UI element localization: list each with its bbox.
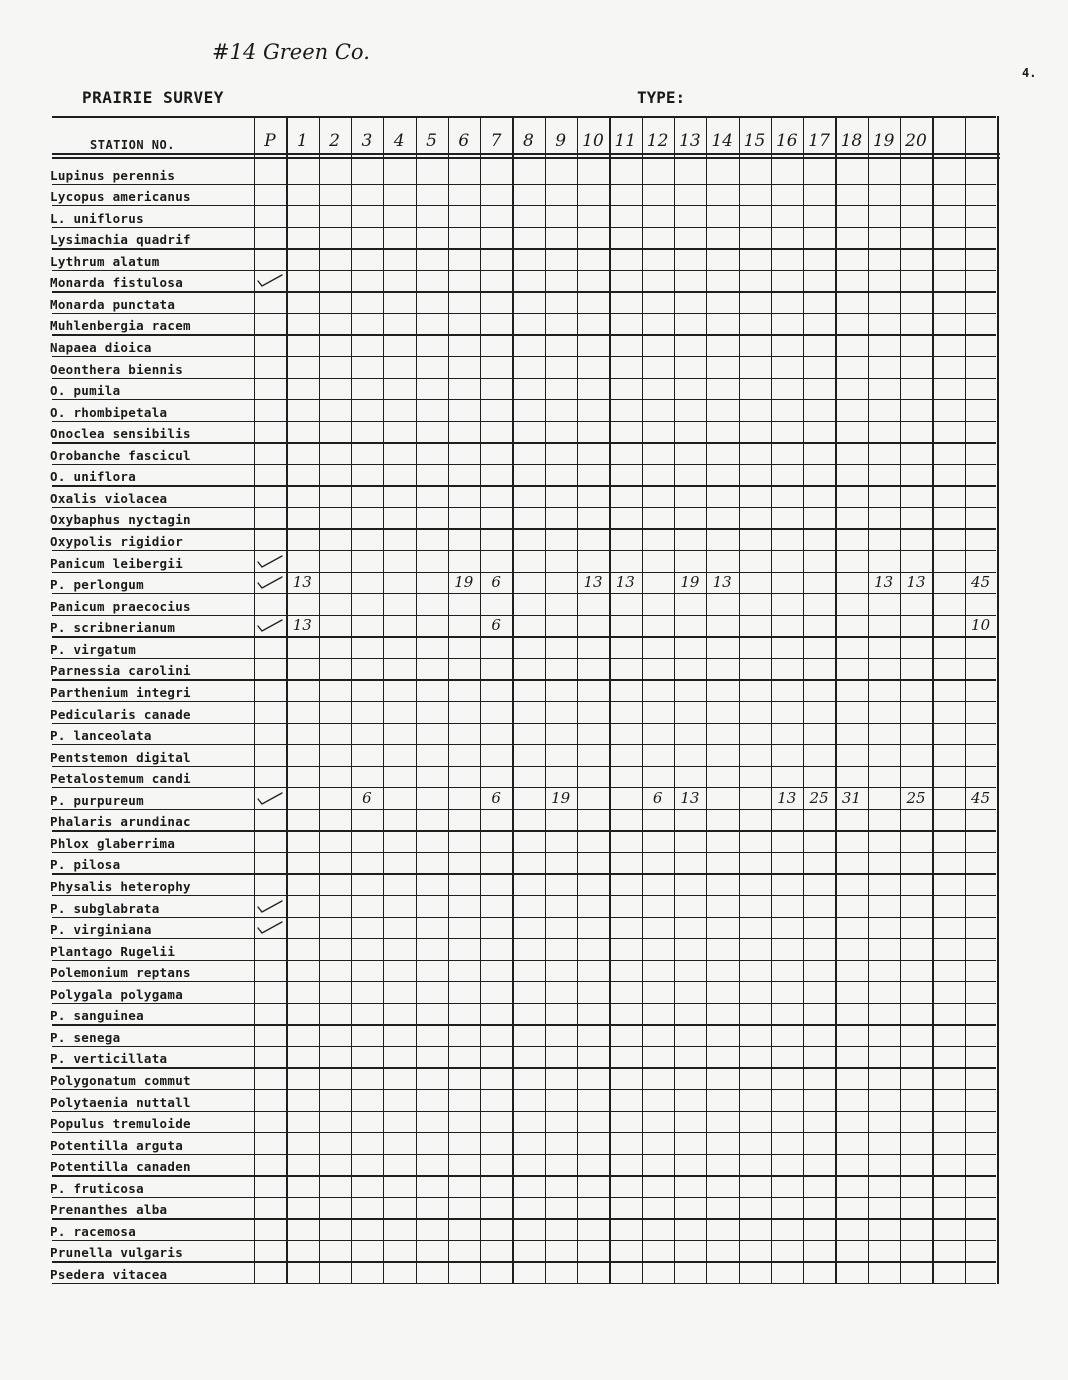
cell-entry: 19: [454, 573, 474, 592]
row-rule: [52, 701, 996, 702]
column-rule: [739, 116, 740, 1284]
column-rule: [803, 116, 804, 1284]
row-rule: [52, 744, 996, 745]
row-rule: [52, 1089, 996, 1090]
species-name: P. scribnerianum: [50, 620, 176, 636]
row-rule: [52, 938, 996, 939]
row-rule: [52, 334, 996, 335]
column-heading: 16: [775, 131, 798, 151]
column-rule: [512, 116, 513, 1284]
row-rule: [52, 1218, 996, 1219]
species-name: L. uniflorus: [50, 210, 144, 226]
column-heading: 13: [679, 131, 701, 151]
column-heading: 2: [329, 131, 340, 151]
column-heading: 7: [490, 131, 502, 151]
column-heading: 4: [393, 131, 405, 151]
column-rule: [609, 116, 610, 1284]
cell-entry: 31: [841, 788, 861, 807]
check-mark-icon: [254, 897, 286, 915]
species-name: O. uniflora: [50, 469, 137, 485]
species-name: P. fruticosa: [50, 1180, 144, 1196]
row-rule: [52, 1003, 996, 1004]
column-rule: [868, 116, 869, 1284]
row-rule: [52, 852, 996, 853]
handwritten-note: #14 Green Co.: [212, 40, 370, 64]
species-name: Monarda fistulosa: [50, 275, 184, 291]
cell-entry: 25: [906, 788, 926, 807]
row-rule: [52, 636, 996, 637]
row-rule: [52, 1024, 996, 1025]
species-name: Populus tremuloide: [50, 1116, 191, 1132]
column-rule: [577, 116, 578, 1284]
row-rule: [52, 1175, 996, 1176]
column-rule: [674, 116, 675, 1284]
cell-entry: 25: [809, 788, 829, 807]
species-name: P. racemosa: [50, 1223, 137, 1239]
station-number-label: STATION NO.: [90, 138, 175, 152]
row-rule: [52, 658, 996, 659]
species-name: Petalostemum candi: [50, 771, 191, 787]
species-name: P. purpureum: [50, 792, 144, 808]
check-mark-icon: [254, 271, 286, 289]
column-rule: [383, 116, 384, 1284]
cell-entry: 45: [971, 573, 991, 592]
row-rule: [52, 873, 996, 874]
species-name: P. pilosa: [50, 857, 121, 873]
check-mark-icon: [254, 552, 286, 570]
cell-entry: 6: [491, 573, 501, 592]
species-name: Panicum praecocius: [50, 598, 191, 614]
row-rule: [52, 1046, 996, 1047]
species-name: Muhlenbergia racem: [50, 318, 191, 334]
column-heading: 10: [582, 131, 604, 151]
type-label: TYPE:: [637, 88, 686, 107]
column-heading: 17: [808, 131, 830, 151]
column-heading: 20: [905, 131, 927, 151]
row-rule: [52, 766, 996, 767]
row-rule: [52, 270, 996, 271]
species-name: Phlox glaberrima: [50, 835, 176, 851]
column-rule: [932, 116, 933, 1284]
cell-entry: 13: [292, 616, 312, 635]
row-rule: [52, 1261, 996, 1262]
column-rule: [545, 116, 546, 1284]
species-name: Lupinus perennis: [50, 167, 176, 183]
header-bottom-rule-2: [52, 157, 1000, 159]
species-name: O. pumila: [50, 383, 121, 399]
species-name: P. senega: [50, 1029, 121, 1045]
column-heading: 1: [296, 131, 308, 151]
species-name: Pentstemon digital: [50, 749, 191, 765]
row-rule: [52, 313, 996, 314]
check-mark-icon: [254, 616, 286, 634]
row-rule: [52, 356, 996, 357]
species-name: Prunella vulgaris: [50, 1245, 184, 1261]
cell-entry: 6: [362, 788, 372, 807]
column-heading: 6: [458, 131, 470, 151]
species-name: Lysimachia quadrif: [50, 232, 191, 248]
species-name: Napaea dioica: [50, 340, 152, 356]
species-name: Onoclea sensibilis: [50, 426, 191, 442]
column-heading: 5: [426, 131, 437, 151]
page-number: 4.: [1022, 66, 1037, 80]
form-title: PRAIRIE SURVEY: [82, 88, 224, 107]
species-name: Parthenium integri: [50, 684, 191, 700]
species-name: Potentilla arguta: [50, 1137, 184, 1153]
column-rule: [835, 116, 836, 1284]
species-name: Oxalis violacea: [50, 490, 168, 506]
row-rule: [52, 917, 996, 918]
cell-entry: 19: [551, 788, 571, 807]
cell-entry: 13: [583, 573, 603, 592]
cell-entry: 45: [971, 788, 991, 807]
row-rule: [52, 464, 996, 465]
row-rule: [52, 1283, 996, 1284]
column-rule: [965, 116, 966, 1284]
species-name: P. sanguinea: [50, 1008, 144, 1024]
species-name: Lythrum alatum: [50, 253, 160, 269]
species-name: Pedicularis canade: [50, 706, 191, 722]
column-rule: [706, 116, 707, 1284]
species-name: P. virginiana: [50, 922, 152, 938]
column-heading: 8: [522, 131, 534, 151]
check-mark-icon: [254, 789, 286, 807]
column-heading: 12: [646, 131, 669, 151]
row-rule: [52, 442, 996, 443]
row-rule: [52, 485, 996, 486]
column-rule: [416, 116, 417, 1284]
species-name: Potentilla canaden: [50, 1159, 191, 1175]
column-heading: 9: [555, 131, 567, 151]
row-rule: [52, 679, 996, 680]
cell-entry: 6: [491, 616, 501, 635]
species-name: Oxybaphus nyctagin: [50, 512, 191, 528]
column-rule: [351, 116, 352, 1284]
cell-entry: 13: [292, 573, 312, 592]
row-rule: [52, 572, 996, 573]
column-heading: 15: [743, 131, 766, 151]
row-rule: [52, 550, 996, 551]
row-rule: [52, 205, 996, 206]
species-name: O. rhombipetala: [50, 404, 168, 420]
row-rule: [52, 895, 996, 896]
cell-entry: 13: [680, 788, 700, 807]
header-bottom-rule: [52, 153, 1000, 155]
row-rule: [52, 981, 996, 982]
species-name: Phalaris arundinac: [50, 814, 191, 830]
cell-entry: 6: [491, 788, 501, 807]
column-rule: [480, 116, 481, 1284]
species-name: Parnessia carolini: [50, 663, 191, 679]
column-rule: [900, 116, 901, 1284]
column-heading: 19: [872, 131, 895, 151]
cell-entry: 13: [615, 573, 635, 592]
row-rule: [52, 1067, 996, 1068]
row-rule: [52, 723, 996, 724]
column-rule: [997, 116, 999, 1284]
species-name: Psedera vitacea: [50, 1267, 168, 1282]
species-name: P. subglabrata: [50, 900, 160, 916]
column-heading: 3: [361, 131, 373, 151]
species-name: Prenanthes alba: [50, 1202, 168, 1218]
column-heading: 11: [614, 131, 637, 151]
column-heading: 18: [840, 131, 863, 151]
row-rule: [52, 399, 996, 400]
row-rule: [52, 248, 996, 249]
row-rule: [52, 1111, 996, 1112]
species-name: Plantago Rugelii: [50, 943, 176, 959]
column-rule: [319, 116, 320, 1284]
species-name: Panicum leibergii: [50, 555, 184, 571]
column-rule: [771, 116, 772, 1284]
cell-entry: 19: [680, 573, 700, 592]
row-rule: [52, 1132, 996, 1133]
row-rule: [52, 291, 996, 292]
species-name: Polygala polygama: [50, 986, 184, 1002]
species-name: P. lanceolata: [50, 728, 152, 744]
species-name: Orobanche fascicul: [50, 447, 191, 463]
species-name: Polytaenia nuttall: [50, 1094, 191, 1110]
species-name: Monarda punctata: [50, 296, 176, 312]
species-name: Polemonium reptans: [50, 965, 191, 981]
row-rule: [52, 378, 996, 379]
check-mark-icon: [254, 918, 286, 936]
row-rule: [52, 1154, 996, 1155]
row-rule: [52, 227, 996, 228]
row-rule: [52, 809, 996, 810]
cell-entry: 13: [712, 573, 732, 592]
row-rule: [52, 960, 996, 961]
column-rule: [286, 116, 287, 1284]
cell-entry: 13: [906, 573, 926, 592]
column-rule: [642, 116, 643, 1284]
cell-entry: 10: [971, 616, 991, 635]
species-name: Physalis heterophy: [50, 878, 191, 894]
cell-entry: 13: [777, 788, 797, 807]
column-rule: [448, 116, 449, 1284]
species-name: P. perlongum: [50, 577, 144, 593]
species-name: P. virgatum: [50, 641, 137, 657]
column-heading: 14: [711, 131, 733, 151]
row-rule: [52, 528, 996, 529]
species-name: Polygonatum commut: [50, 1072, 191, 1088]
row-rule: [52, 421, 996, 422]
row-rule: [52, 830, 996, 831]
row-rule: [52, 615, 996, 616]
column-rule: [254, 116, 255, 1284]
row-rule: [52, 507, 996, 508]
cell-entry: 13: [874, 573, 894, 592]
cell-entry: 6: [652, 788, 663, 807]
column-heading: P: [264, 131, 276, 151]
header-top-rule: [52, 116, 996, 118]
species-name: Oeonthera biennis: [50, 361, 184, 377]
row-rule: [52, 184, 996, 185]
check-mark-icon: [254, 573, 286, 591]
row-rule: [52, 1240, 996, 1241]
species-name: Oxypolis rigidior: [50, 534, 184, 550]
row-rule: [52, 1197, 996, 1198]
species-name: Lycopus americanus: [50, 189, 191, 205]
species-name: P. verticillata: [50, 1051, 168, 1067]
row-rule: [52, 593, 996, 594]
